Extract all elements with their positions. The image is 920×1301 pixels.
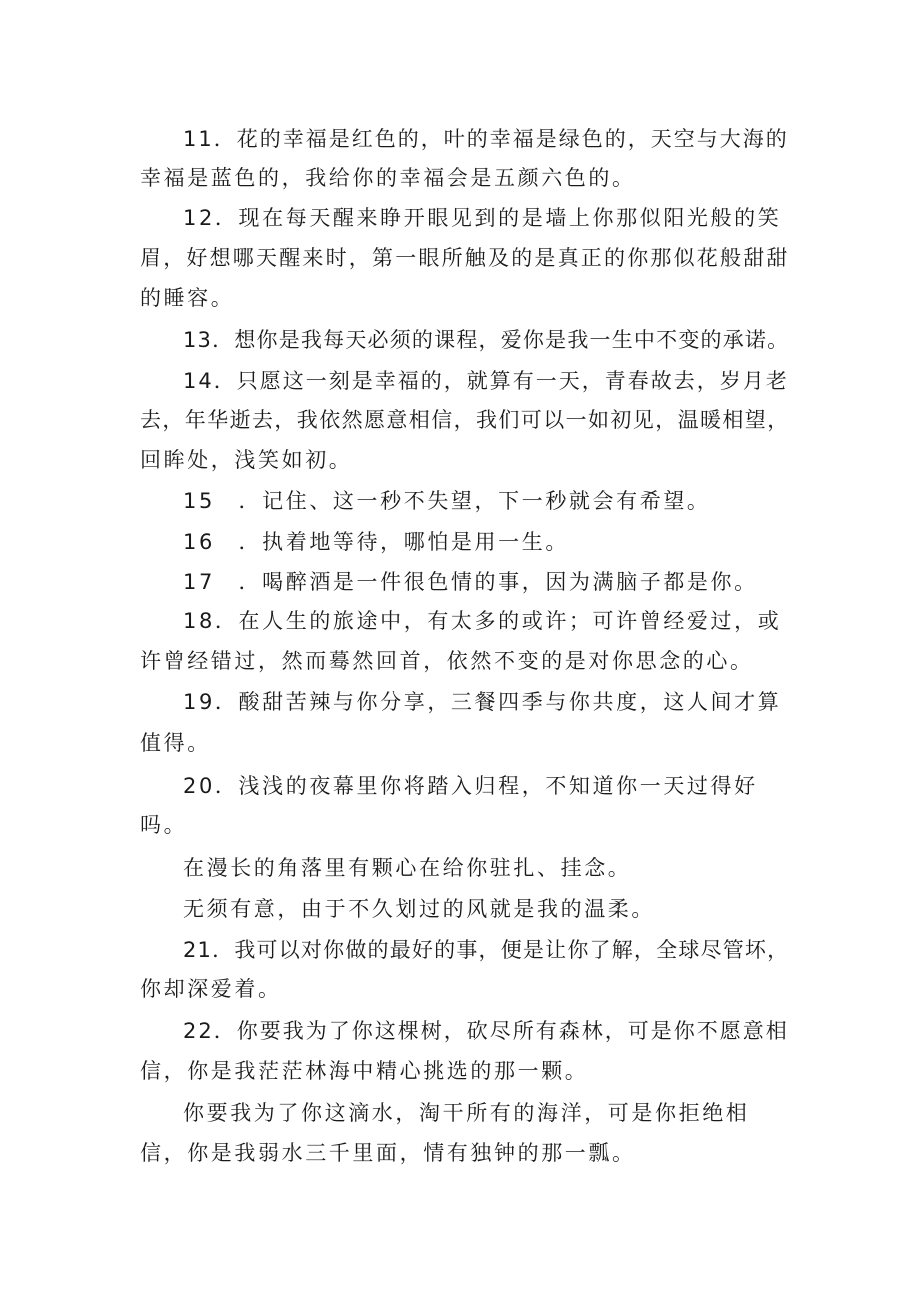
- text-line-26: 信，你是我弱水三千里面，情有独钟的那一瓢。: [140, 1141, 636, 1165]
- text-line-8: 去，年华逝去，我依然愿意相信，我们可以一如初见，温暖相望，: [140, 408, 790, 432]
- text-line-23: 22．你要我为了你这棵树，砍尽所有森林，可是你不愿意相: [183, 1019, 789, 1043]
- text-line-22: 你却深爱着。: [140, 977, 282, 1001]
- text-line-9: 回眸处，浅笑如初。: [140, 448, 353, 472]
- text-line-4: 眉，好想哪天醒来时，第一眼所触及的是真正的你那似花般甜甜: [140, 246, 790, 270]
- text-line-21: 21．我可以对你做的最好的事，便是让你了解，全球尽管坏，: [183, 938, 790, 962]
- text-line-2: 幸福是蓝色的，我给你的幸福会是五颜六色的。: [140, 166, 636, 190]
- text-line-14: 许曾经错过，然而蓦然回首，依然不变的是对你思念的心。: [140, 649, 754, 673]
- text-line-13: 18．在人生的旅途中，有太多的或许；可许曾经爱过，或: [183, 609, 782, 633]
- text-line-20: 无须有意，由于不久划过的风就是我的温柔。: [183, 897, 655, 921]
- text-line-17: 20．浅浅的夜幕里你将踏入归程，不知道你一天过得好: [183, 774, 758, 798]
- text-line-11: 16 ．执着地等待，哪怕是用一生。: [183, 530, 569, 554]
- text-line-15: 19．酸甜苦辣与你分享，三餐四季与你共度，这人间才算: [183, 690, 782, 714]
- text-line-12: 17 ．喝醉酒是一件很色情的事，因为满脑子都是你。: [183, 570, 758, 594]
- text-line-1: 11．花的幸福是红色的，叶的幸福是绿色的，天空与大海的: [183, 127, 789, 151]
- text-line-5: 的睡容。: [140, 286, 235, 310]
- text-line-7: 14．只愿这一刻是幸福的，就算有一天，青春故去，岁月老: [183, 369, 789, 393]
- text-line-25: 你要我为了你这滴水，淘干所有的海洋，可是你拒绝相: [183, 1101, 750, 1125]
- text-line-24: 信，你是我茫茫林海中精心挑选的那一颗。: [140, 1059, 589, 1083]
- text-line-16: 值得。: [140, 731, 211, 755]
- text-line-19: 在漫长的角落里有颗心在给你驻扎、挂念。: [183, 856, 632, 880]
- text-line-18: 吗。: [140, 813, 188, 837]
- text-line-3: 12．现在每天醒来睁开眼见到的是墙上你那似阳光般的笑: [183, 206, 782, 230]
- text-line-10: 15 ．记住、这一秒不失望，下一秒就会有希望。: [183, 489, 711, 513]
- text-line-6: 13．想你是我每天必须的课程，爱你是我一生中不变的承诺。: [183, 328, 790, 352]
